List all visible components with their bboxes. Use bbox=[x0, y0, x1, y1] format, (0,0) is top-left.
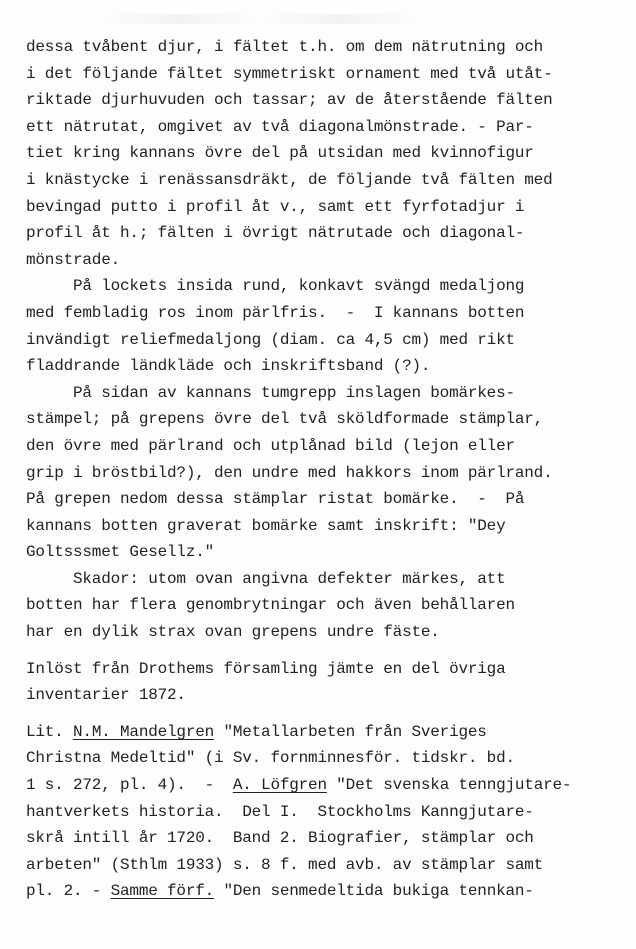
text-line bbox=[26, 799, 626, 826]
text-run: invändigt reliefmedaljong (diam. ca 4,5 cm) med rikt bbox=[26, 330, 515, 349]
text-run: riktade djurhuvuden och tassar; av de återstående fälten bbox=[26, 91, 553, 110]
text-run: På lockets insida rund, konkavt svängd medaljong bbox=[26, 277, 525, 296]
faint-header-bleed bbox=[100, 14, 500, 24]
text-run: i knästycke i renässansdräkt, de följande två fälten med bbox=[26, 170, 553, 189]
text-run: kannans botten graverat bomärke samt inskrift: "Dey bbox=[26, 516, 506, 535]
paragraph-description-continued bbox=[26, 34, 626, 273]
text-run: grip i bröstbild?), den undre med hakkors inom pärlrand. bbox=[26, 463, 553, 482]
text-run: bevingad putto i profil åt v., samt ett fyrfotadjur i bbox=[26, 197, 525, 216]
text-run: stämpel; på grepens övre del två sköldformade stämplar, bbox=[26, 410, 544, 429]
paragraph-damages bbox=[26, 566, 626, 646]
text-line bbox=[26, 825, 626, 852]
text-line bbox=[26, 719, 626, 746]
text-run: inventarier 1872. bbox=[26, 686, 186, 705]
text-line bbox=[26, 772, 626, 799]
paragraph-lid-medallion bbox=[26, 273, 626, 379]
text-line bbox=[26, 486, 626, 513]
text-run: arbeten" (Sthlm 1933) s. 8 f. med avb. av stämplar samt bbox=[26, 855, 544, 874]
text-line bbox=[26, 87, 626, 114]
text-line bbox=[26, 433, 626, 460]
text-line bbox=[26, 878, 626, 905]
author-name: N.M. Mandelgren bbox=[73, 722, 215, 741]
paragraph-provenance bbox=[26, 656, 626, 709]
text-run: tiet kring kannans övre del på utsidan med kvinnofigur bbox=[26, 144, 534, 163]
text-run: med fembladig ros inom pärlfris. - I kannans botten bbox=[26, 303, 525, 322]
text-line bbox=[26, 619, 626, 646]
text-run: "Metallarbeten från Sveriges bbox=[214, 722, 487, 741]
text-line bbox=[26, 566, 626, 593]
text-line bbox=[26, 852, 626, 879]
text-run: i det följande fältet symmetriskt ornament med två utåt- bbox=[26, 64, 553, 83]
text-line bbox=[26, 220, 626, 247]
text-line bbox=[26, 327, 626, 354]
text-run: dessa tvåbent djur, i fältet t.h. om dem nätrutning och bbox=[26, 38, 544, 56]
text-line bbox=[26, 380, 626, 407]
text-run: Skador: utom ovan angivna defekter märkes, att bbox=[26, 569, 506, 588]
text-run: "Den senmedeltida bukiga tennkan- bbox=[214, 882, 534, 901]
author-name: A. Löfgren bbox=[232, 776, 327, 795]
text-run: mönstrade. bbox=[26, 250, 121, 269]
paragraph-gap bbox=[26, 646, 626, 656]
text-run: fladdrande ländkläde och inskriftsband (?). bbox=[26, 357, 431, 376]
text-run: Lit. bbox=[26, 722, 74, 741]
text-line bbox=[26, 406, 626, 433]
paragraph-gap bbox=[26, 709, 626, 719]
text-run: skrå intill år 1720. Band 2. Biografier, stämplar och bbox=[26, 829, 534, 848]
text-line bbox=[26, 114, 626, 141]
text-run: botten har flera genombrytningar och även behållaren bbox=[26, 596, 515, 615]
text-line bbox=[26, 539, 626, 566]
text-line bbox=[26, 167, 626, 194]
text-run: Inlöst från Drothems församling jämte en del övriga bbox=[26, 659, 506, 678]
text-line bbox=[26, 247, 626, 274]
author-name: Samme förf. bbox=[110, 882, 215, 901]
text-line bbox=[26, 140, 626, 167]
text-line bbox=[26, 656, 626, 683]
text-run: ett nätrutat, omgivet av två diagonalmönstrade. - Par- bbox=[26, 117, 534, 136]
text-line bbox=[26, 273, 626, 300]
text-run: pl. 2. - bbox=[26, 882, 111, 901]
text-run: "Det svenska tenngjutare- bbox=[326, 776, 572, 795]
text-line bbox=[26, 300, 626, 327]
text-line bbox=[26, 353, 626, 380]
text-run: har en dylik strax ovan grepens undre fäste. bbox=[26, 623, 440, 642]
text-run: 1 s. 272, pl. 4). - bbox=[26, 776, 233, 795]
text-run: profil åt h.; fälten i övrigt nätrutade och diagonal- bbox=[26, 224, 525, 243]
text-line bbox=[26, 592, 626, 619]
text-run: Christna Medeltid" (i Sv. fornminnesför. tidskr. bd. bbox=[26, 749, 515, 768]
text-run: På sidan av kannans tumgrepp inslagen bomärkes- bbox=[26, 383, 515, 402]
text-run: hantverkets historia. Del I. Stockholms Kanngjutare- bbox=[26, 802, 534, 821]
text-line bbox=[26, 682, 626, 709]
text-run: Goltsssmet Gesellz." bbox=[26, 543, 215, 562]
text-line bbox=[26, 194, 626, 221]
document-body bbox=[26, 34, 626, 905]
text-line bbox=[26, 34, 626, 61]
text-run: På grepen nedom dessa stämplar ristat bomärke. - På bbox=[26, 490, 525, 509]
paragraph-marks bbox=[26, 380, 626, 566]
text-run: den övre med pärlrand och utplånad bild (lejon eller bbox=[26, 436, 515, 455]
text-line bbox=[26, 513, 626, 540]
text-line bbox=[26, 61, 626, 88]
text-line bbox=[26, 745, 626, 772]
paragraph-literature bbox=[26, 719, 626, 905]
text-line bbox=[26, 460, 626, 487]
